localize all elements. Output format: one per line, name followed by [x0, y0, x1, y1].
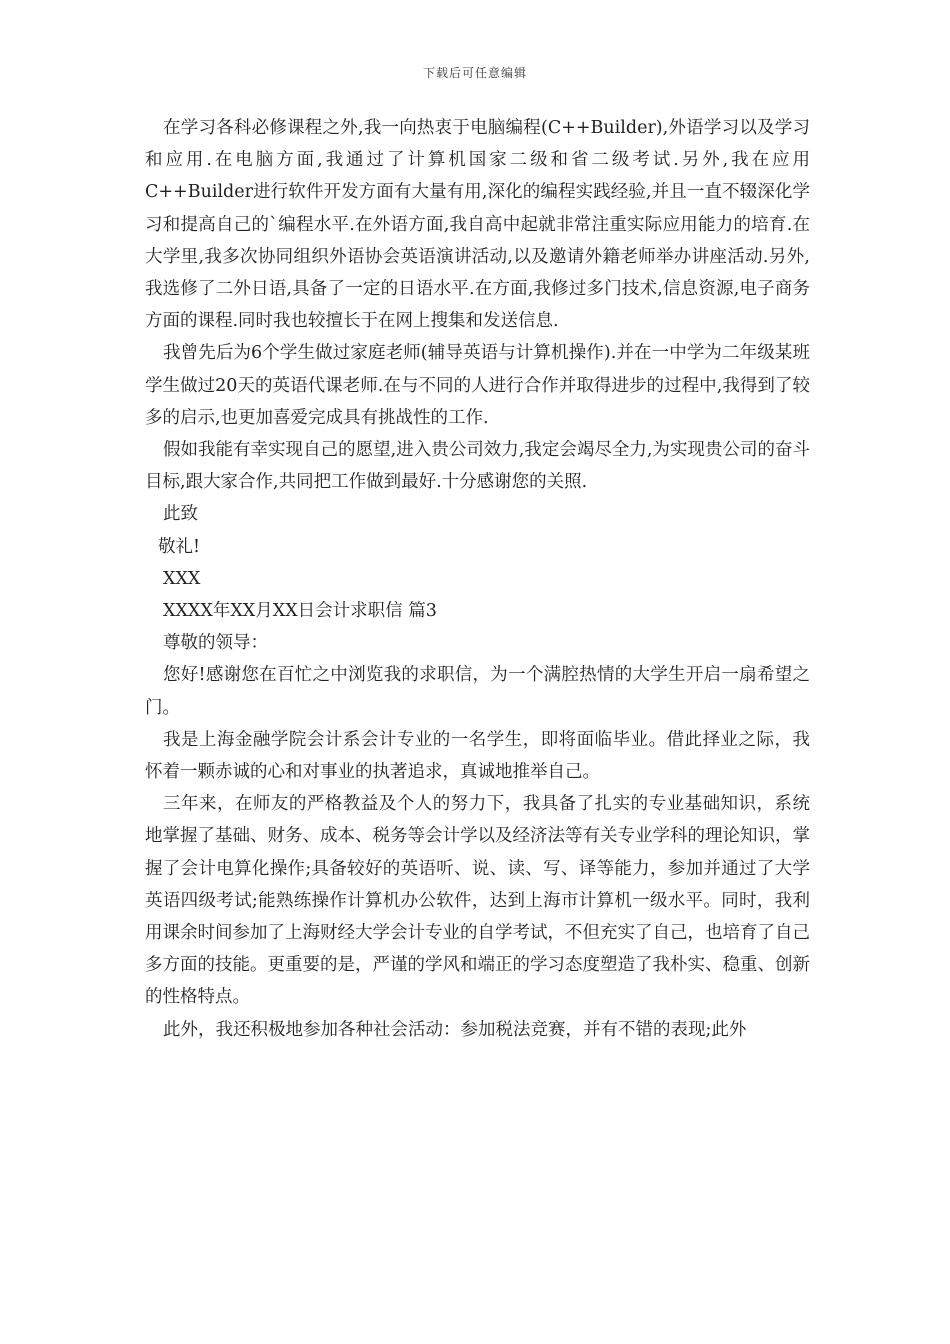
salutation-jingli: 敬礼!: [158, 536, 201, 557]
salutation-cizhi: 此致: [163, 504, 198, 525]
signature-name: XXX: [163, 568, 201, 589]
paragraph-study-skills: 在学习各科必修课程之外,我一向热衷于电脑编程(C++Builder),外语学习以及学习和应用.在电脑方面,我通过了计算机国家二级和省二级考试.另外,我在应用C++Builder进行软件开发方面有大量有用,深化的编程实践经验,并且一直不辍深化学习和提高自己的`编程水平.在外语方面,我自高中起就非常注重实际应用能力的培育.在大学里,我多次协同组织外语协会英语演讲活动,以及邀请外籍老师举办讲座活动.另外,我选修了二外日语,具备了一定的日语水平.在方面,我修过多门技术,信息资源,电子商务方面的课程.同时我也较擅长于在网上搜集和发送信息.: [145, 118, 810, 332]
paragraph-tutoring: 我曾先后为6个学生做过家庭老师(辅导英语与计算机操作).并在一中学为二年级某班学生做过20天的英语代课老师.在与不同的人进行合作并取得进步的过程中,我得到了较多的启示,也更加喜爱完成具有挑战性的工作.: [145, 343, 810, 428]
letter-greeting: 尊敬的领导：: [163, 633, 268, 654]
section-title: XXXX年XX月XX日会计求职信 篇3: [163, 601, 437, 622]
paragraph-thanks: 您好!感谢您在百忙之中浏览我的求职信，为一个满腔热情的大学生开启一扇希望之门。: [145, 665, 810, 718]
document-body: [145, 112, 810, 1046]
paragraph-qualifications: 三年来，在师友的严格教益及个人的努力下，我具备了扎实的专业基础知识，系统地掌握了基础、财务、成本、税务等会计学以及经济法等有关专业学科的理论知识，掌握了会计电算化操作;具备较好的英语听、说、读、写、译等能力，参加并通过了大学英语四级考试;能熟练操作计算机办公软件，达到上海市计算机一级水平。同时，我利用课余时间参加了上海财经大学会计专业的自学考试，不但充实了自己，也培育了自己多方面的技能。更重要的是，严谨的学风和端正的学习态度塑造了我朴实、稳重、创新的性格特点。: [145, 794, 810, 1008]
paragraph-introduction: 我是上海金融学院会计系会计专业的一名学生，即将面临毕业。借此择业之际，我怀着一颗赤诚的心和对事业的执著追求，真诚地推举自己。: [145, 729, 810, 783]
paragraph-activities: 此外，我还积极地参加各种社会活动：参加税法竞赛，并有不错的表现;此外: [163, 1019, 747, 1040]
page-header-note: 下载后可任意编辑: [422, 66, 527, 80]
paragraph-closing-wish: 假如我能有幸实现自己的愿望,进入贵公司效力,我定会竭尽全力,为实现贵公司的奋斗目标,跟大家合作,共同把工作做到最好.十分感谢您的关照.: [145, 440, 810, 493]
